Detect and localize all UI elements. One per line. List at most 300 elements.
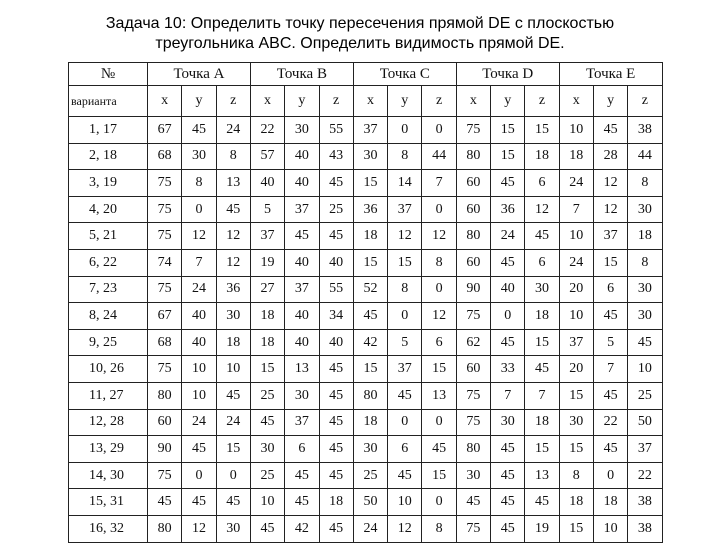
table-row	[69, 117, 663, 144]
variant-cell: 5, 21	[69, 223, 148, 250]
variant-cell: 9, 25	[69, 329, 148, 356]
coord-value-cell: 60	[148, 409, 182, 436]
coord-value-cell: 45	[353, 303, 387, 330]
table-row	[69, 170, 663, 197]
coord-value-cell: 18	[216, 329, 250, 356]
table-row	[69, 143, 663, 170]
table-row	[69, 303, 663, 330]
coord-value-cell: 45	[491, 515, 525, 542]
coord-value-cell: 80	[456, 143, 490, 170]
coord-value-cell: 45	[593, 117, 627, 144]
coord-value-cell: 24	[559, 170, 593, 197]
coord-value-cell: 15	[559, 382, 593, 409]
coord-value-cell: 10	[388, 489, 422, 516]
coord-value-cell: 60	[456, 196, 490, 223]
coord-value-cell: 62	[456, 329, 490, 356]
coord-value-cell: 28	[593, 143, 627, 170]
coord-value-cell: 18	[319, 489, 353, 516]
coord-value-cell: 30	[456, 462, 490, 489]
coord-value-cell: 8	[422, 249, 456, 276]
coord-value-cell: 45	[250, 515, 284, 542]
coord-value-cell: 0	[422, 489, 456, 516]
coord-value-cell: 45	[491, 170, 525, 197]
coord-value-cell: 8	[628, 170, 662, 197]
coord-value-cell: 30	[216, 515, 250, 542]
coord-value-cell: 45	[525, 223, 559, 250]
coord-value-cell: 45	[593, 303, 627, 330]
coord-value-cell: 8	[182, 170, 216, 197]
variant-cell: 6, 22	[69, 249, 148, 276]
coord-value-cell: 45	[491, 489, 525, 516]
coord-value-cell: 30	[250, 436, 284, 463]
coord-value-cell: 12	[182, 223, 216, 250]
variant-cell: 14, 30	[69, 462, 148, 489]
coord-value-cell: 18	[628, 223, 662, 250]
coord-value-cell: 40	[285, 303, 319, 330]
table-row	[69, 382, 663, 409]
coord-value-cell: 7	[559, 196, 593, 223]
coord-value-cell: 7	[593, 356, 627, 383]
header-point-c: Точка C	[353, 63, 456, 86]
coord-value-cell: 45	[456, 489, 490, 516]
table-row	[69, 196, 663, 223]
coord-value-cell: 74	[148, 249, 182, 276]
coord-value-cell: 15	[422, 462, 456, 489]
header-point-d: Точка D	[456, 63, 559, 86]
coord-value-cell: 37	[250, 223, 284, 250]
coord-value-cell: 7	[422, 170, 456, 197]
coord-value-cell: 37	[285, 409, 319, 436]
coord-value-cell: 45	[525, 356, 559, 383]
coord-value-cell: 90	[456, 276, 490, 303]
coord-value-cell: 15	[216, 436, 250, 463]
coord-value-cell: 0	[422, 117, 456, 144]
coord-value-cell: 18	[250, 329, 284, 356]
task-title-line-1: Задача 10: Определить точку пересечения прямой DE с плоскостью	[105, 15, 615, 32]
header-a-y: y	[182, 86, 216, 117]
coord-value-cell: 37	[388, 196, 422, 223]
header-d-z: z	[525, 86, 559, 117]
coord-value-cell: 44	[628, 143, 662, 170]
coord-value-cell: 45	[319, 356, 353, 383]
coord-value-cell: 40	[250, 170, 284, 197]
coord-value-cell: 37	[285, 196, 319, 223]
coord-value-cell: 8	[216, 143, 250, 170]
coord-value-cell: 10	[216, 356, 250, 383]
table-header-points-row	[69, 63, 663, 86]
coord-value-cell: 45	[182, 436, 216, 463]
coord-value-cell: 10	[559, 303, 593, 330]
task-title-line-2: треугольника ABC. Определить видимость прямой DE.	[155, 35, 565, 52]
coord-value-cell: 37	[285, 276, 319, 303]
coord-value-cell: 15	[353, 170, 387, 197]
coord-value-cell: 38	[628, 489, 662, 516]
coord-value-cell: 57	[250, 143, 284, 170]
coord-value-cell: 75	[456, 117, 490, 144]
coord-value-cell: 75	[456, 515, 490, 542]
coord-value-cell: 15	[353, 249, 387, 276]
header-b-x: x	[250, 86, 284, 117]
coord-value-cell: 40	[491, 276, 525, 303]
coord-value-cell: 12	[593, 196, 627, 223]
coord-value-cell: 30	[628, 196, 662, 223]
coord-value-cell: 75	[148, 223, 182, 250]
coord-value-cell: 15	[525, 117, 559, 144]
coord-value-cell: 0	[491, 303, 525, 330]
coord-value-cell: 6	[388, 436, 422, 463]
coord-value-cell: 15	[422, 356, 456, 383]
coord-value-cell: 30	[182, 143, 216, 170]
coord-value-cell: 15	[593, 249, 627, 276]
coord-value-cell: 45	[250, 409, 284, 436]
header-variant: варианта	[69, 86, 148, 117]
coord-value-cell: 30	[285, 117, 319, 144]
coord-value-cell: 13	[216, 170, 250, 197]
coord-value-cell: 30	[559, 409, 593, 436]
coord-value-cell: 45	[216, 196, 250, 223]
coord-value-cell: 20	[559, 356, 593, 383]
coord-value-cell: 45	[319, 382, 353, 409]
coord-value-cell: 45	[319, 409, 353, 436]
table-row	[69, 489, 663, 516]
coord-value-cell: 12	[388, 515, 422, 542]
coord-value-cell: 55	[319, 276, 353, 303]
coord-value-cell: 40	[319, 249, 353, 276]
table-body	[69, 117, 663, 543]
coord-value-cell: 25	[250, 382, 284, 409]
coord-value-cell: 0	[422, 196, 456, 223]
coord-value-cell: 34	[319, 303, 353, 330]
coord-value-cell: 12	[182, 515, 216, 542]
coord-value-cell: 75	[456, 303, 490, 330]
coord-value-cell: 45	[285, 462, 319, 489]
coord-value-cell: 13	[422, 382, 456, 409]
coord-value-cell: 68	[148, 143, 182, 170]
coord-value-cell: 19	[250, 249, 284, 276]
coord-value-cell: 45	[285, 223, 319, 250]
table-row	[69, 515, 663, 542]
coord-value-cell: 0	[593, 462, 627, 489]
variant-cell: 4, 20	[69, 196, 148, 223]
variant-cell: 7, 23	[69, 276, 148, 303]
coord-value-cell: 80	[456, 436, 490, 463]
coord-value-cell: 25	[250, 462, 284, 489]
coord-value-cell: 10	[182, 356, 216, 383]
coord-value-cell: 7	[182, 249, 216, 276]
coord-value-cell: 37	[593, 223, 627, 250]
coord-value-cell: 10	[628, 356, 662, 383]
coord-value-cell: 18	[559, 143, 593, 170]
coord-value-cell: 60	[456, 170, 490, 197]
coord-value-cell: 14	[388, 170, 422, 197]
coord-value-cell: 43	[319, 143, 353, 170]
coord-value-cell: 45	[319, 515, 353, 542]
coord-value-cell: 24	[353, 515, 387, 542]
coord-value-cell: 5	[388, 329, 422, 356]
coord-value-cell: 45	[148, 489, 182, 516]
coord-value-cell: 45	[628, 329, 662, 356]
coord-value-cell: 30	[285, 382, 319, 409]
coord-value-cell: 12	[593, 170, 627, 197]
coord-value-cell: 15	[525, 436, 559, 463]
coord-value-cell: 45	[491, 249, 525, 276]
coord-value-cell: 30	[628, 303, 662, 330]
coord-value-cell: 15	[525, 329, 559, 356]
coord-value-cell: 15	[353, 356, 387, 383]
coord-value-cell: 6	[422, 329, 456, 356]
coord-value-cell: 38	[628, 515, 662, 542]
coord-value-cell: 8	[388, 143, 422, 170]
coord-value-cell: 45	[491, 462, 525, 489]
coord-value-cell: 75	[148, 356, 182, 383]
coord-value-cell: 6	[285, 436, 319, 463]
header-point-b: Точка B	[250, 63, 353, 86]
coord-value-cell: 8	[388, 276, 422, 303]
coord-value-cell: 80	[456, 223, 490, 250]
coord-value-cell: 45	[182, 117, 216, 144]
coord-value-cell: 12	[216, 249, 250, 276]
coord-value-cell: 15	[491, 143, 525, 170]
coord-value-cell: 6	[593, 276, 627, 303]
coord-value-cell: 36	[491, 196, 525, 223]
coord-value-cell: 8	[559, 462, 593, 489]
coord-value-cell: 7	[525, 382, 559, 409]
coord-value-cell: 20	[559, 276, 593, 303]
coord-value-cell: 67	[148, 303, 182, 330]
coord-value-cell: 0	[388, 303, 422, 330]
header-c-x: x	[353, 86, 387, 117]
coord-value-cell: 24	[182, 409, 216, 436]
coord-value-cell: 37	[559, 329, 593, 356]
coord-value-cell: 30	[353, 143, 387, 170]
coord-value-cell: 45	[388, 382, 422, 409]
coord-value-cell: 10	[593, 515, 627, 542]
coord-value-cell: 45	[319, 436, 353, 463]
coord-value-cell: 40	[285, 249, 319, 276]
coord-value-cell: 15	[250, 356, 284, 383]
coord-value-cell: 40	[285, 143, 319, 170]
coord-value-cell: 24	[216, 117, 250, 144]
coord-value-cell: 25	[319, 196, 353, 223]
coord-value-cell: 45	[319, 170, 353, 197]
header-d-x: x	[456, 86, 490, 117]
table-row	[69, 276, 663, 303]
coord-value-cell: 12	[388, 223, 422, 250]
coord-value-cell: 10	[559, 117, 593, 144]
coord-value-cell: 30	[353, 436, 387, 463]
header-c-y: y	[388, 86, 422, 117]
coord-value-cell: 6	[525, 170, 559, 197]
table-header-coords-row	[69, 86, 663, 117]
coord-value-cell: 10	[250, 489, 284, 516]
coord-value-cell: 12	[216, 223, 250, 250]
variant-cell: 2, 18	[69, 143, 148, 170]
coord-value-cell: 60	[456, 356, 490, 383]
coord-value-cell: 36	[353, 196, 387, 223]
coord-value-cell: 25	[628, 382, 662, 409]
coord-value-cell: 25	[353, 462, 387, 489]
header-e-x: x	[559, 86, 593, 117]
coord-value-cell: 12	[525, 196, 559, 223]
coord-value-cell: 30	[216, 303, 250, 330]
coord-value-cell: 5	[593, 329, 627, 356]
variant-cell: 15, 31	[69, 489, 148, 516]
coord-value-cell: 15	[559, 515, 593, 542]
coord-value-cell: 24	[182, 276, 216, 303]
coord-value-cell: 45	[285, 489, 319, 516]
coord-value-cell: 90	[148, 436, 182, 463]
coordinates-table	[68, 62, 663, 543]
table-row	[69, 329, 663, 356]
table-row	[69, 436, 663, 463]
coord-value-cell: 80	[148, 382, 182, 409]
coord-value-cell: 38	[628, 117, 662, 144]
coord-value-cell: 75	[148, 170, 182, 197]
coord-value-cell: 12	[422, 303, 456, 330]
coord-value-cell: 22	[628, 462, 662, 489]
coord-value-cell: 13	[285, 356, 319, 383]
coord-value-cell: 0	[182, 462, 216, 489]
coord-value-cell: 36	[216, 276, 250, 303]
coord-value-cell: 13	[525, 462, 559, 489]
header-c-z: z	[422, 86, 456, 117]
coord-value-cell: 0	[216, 462, 250, 489]
header-e-z: z	[628, 86, 662, 117]
coord-value-cell: 45	[216, 489, 250, 516]
coord-value-cell: 18	[559, 489, 593, 516]
coord-value-cell: 45	[593, 436, 627, 463]
coord-value-cell: 30	[491, 409, 525, 436]
coord-value-cell: 80	[353, 382, 387, 409]
header-point-a: Точка A	[148, 63, 251, 86]
coord-value-cell: 75	[148, 276, 182, 303]
coord-value-cell: 40	[182, 303, 216, 330]
coord-value-cell: 45	[182, 489, 216, 516]
table-row	[69, 462, 663, 489]
coord-value-cell: 0	[182, 196, 216, 223]
coord-value-cell: 40	[319, 329, 353, 356]
coord-value-cell: 0	[388, 117, 422, 144]
table-row	[69, 356, 663, 383]
coord-value-cell: 75	[148, 196, 182, 223]
coord-value-cell: 22	[250, 117, 284, 144]
header-d-y: y	[491, 86, 525, 117]
variant-cell: 12, 28	[69, 409, 148, 436]
header-point-e: Точка E	[559, 63, 662, 86]
coord-value-cell: 45	[491, 329, 525, 356]
coord-value-cell: 0	[422, 276, 456, 303]
coord-value-cell: 0	[388, 409, 422, 436]
variant-cell: 11, 27	[69, 382, 148, 409]
coord-value-cell: 10	[559, 223, 593, 250]
coord-value-cell: 44	[422, 143, 456, 170]
coord-value-cell: 24	[559, 249, 593, 276]
coord-value-cell: 45	[525, 489, 559, 516]
coord-value-cell: 40	[285, 170, 319, 197]
variant-cell: 1, 17	[69, 117, 148, 144]
header-e-y: y	[593, 86, 627, 117]
coord-value-cell: 30	[525, 276, 559, 303]
coord-value-cell: 8	[628, 249, 662, 276]
coord-value-cell: 6	[525, 249, 559, 276]
coord-value-cell: 0	[422, 409, 456, 436]
coord-value-cell: 10	[182, 382, 216, 409]
table-row	[69, 409, 663, 436]
coord-value-cell: 27	[250, 276, 284, 303]
coord-value-cell: 80	[148, 515, 182, 542]
coord-value-cell: 18	[353, 409, 387, 436]
coord-value-cell: 55	[319, 117, 353, 144]
coord-value-cell: 18	[353, 223, 387, 250]
coord-value-cell: 18	[525, 303, 559, 330]
coord-value-cell: 30	[628, 276, 662, 303]
header-b-y: y	[285, 86, 319, 117]
coord-value-cell: 7	[491, 382, 525, 409]
coord-value-cell: 40	[285, 329, 319, 356]
coord-value-cell: 50	[353, 489, 387, 516]
coord-value-cell: 37	[388, 356, 422, 383]
task-title	[0, 14, 720, 54]
table-row	[69, 249, 663, 276]
coord-value-cell: 50	[628, 409, 662, 436]
coord-value-cell: 45	[319, 223, 353, 250]
coord-value-cell: 19	[525, 515, 559, 542]
coord-value-cell: 18	[250, 303, 284, 330]
variant-cell: 8, 24	[69, 303, 148, 330]
coord-value-cell: 24	[216, 409, 250, 436]
coord-value-cell: 45	[319, 462, 353, 489]
variant-cell: 3, 19	[69, 170, 148, 197]
coord-value-cell: 45	[491, 436, 525, 463]
coord-value-cell: 12	[422, 223, 456, 250]
coord-value-cell: 15	[388, 249, 422, 276]
variant-cell: 16, 32	[69, 515, 148, 542]
header-a-x: x	[148, 86, 182, 117]
variant-cell: 13, 29	[69, 436, 148, 463]
coord-value-cell: 52	[353, 276, 387, 303]
coord-value-cell: 37	[353, 117, 387, 144]
coord-value-cell: 40	[182, 329, 216, 356]
coord-value-cell: 8	[422, 515, 456, 542]
coord-value-cell: 75	[148, 462, 182, 489]
table-row	[69, 223, 663, 250]
coord-value-cell: 24	[491, 223, 525, 250]
coord-value-cell: 18	[525, 143, 559, 170]
coord-value-cell: 15	[491, 117, 525, 144]
coord-value-cell: 45	[422, 436, 456, 463]
variant-cell: 10, 26	[69, 356, 148, 383]
coord-value-cell: 5	[250, 196, 284, 223]
coord-value-cell: 18	[593, 489, 627, 516]
coord-value-cell: 45	[388, 462, 422, 489]
coord-value-cell: 15	[559, 436, 593, 463]
coord-value-cell: 60	[456, 249, 490, 276]
coord-value-cell: 67	[148, 117, 182, 144]
header-a-z: z	[216, 86, 250, 117]
header-b-z: z	[319, 86, 353, 117]
coord-value-cell: 33	[491, 356, 525, 383]
coord-value-cell: 37	[628, 436, 662, 463]
coord-value-cell: 75	[456, 409, 490, 436]
coord-value-cell: 42	[285, 515, 319, 542]
coord-value-cell: 22	[593, 409, 627, 436]
coord-value-cell: 18	[525, 409, 559, 436]
coord-value-cell: 42	[353, 329, 387, 356]
coord-value-cell: 68	[148, 329, 182, 356]
coord-value-cell: 75	[456, 382, 490, 409]
header-number: №	[69, 63, 148, 86]
coord-value-cell: 45	[216, 382, 250, 409]
